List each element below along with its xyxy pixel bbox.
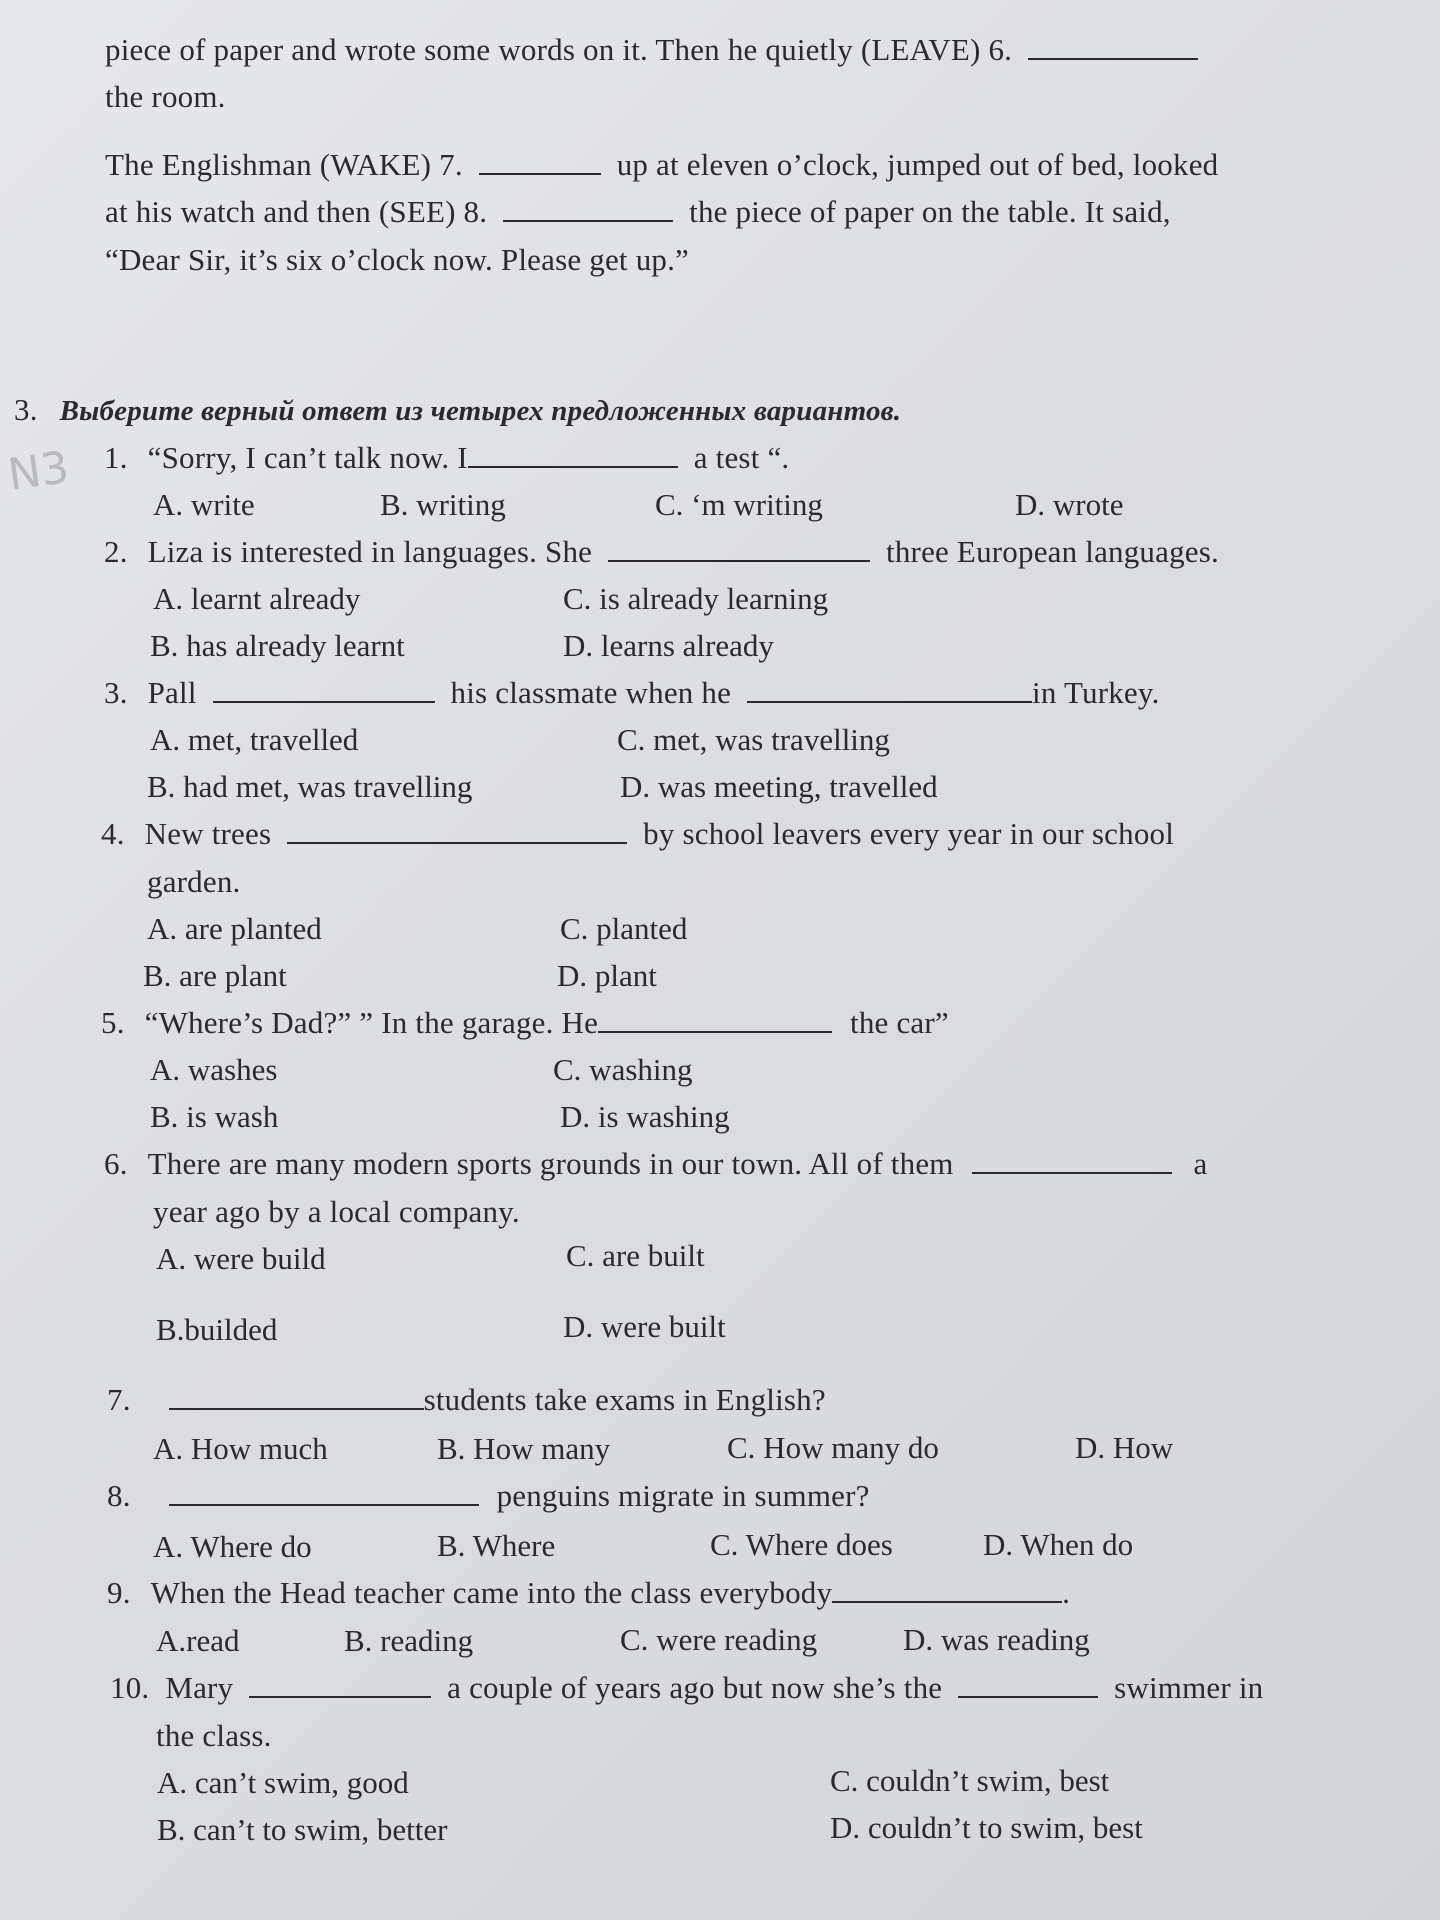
option-d[interactable]: D. couldn’t to swim, best <box>830 1810 1143 1845</box>
option-b[interactable]: B. can’t to swim, better <box>157 1812 448 1847</box>
option-b[interactable]: B.builded <box>156 1312 278 1347</box>
option-b[interactable]: B. are plant <box>143 958 287 993</box>
passage-line: at his watch and then (SEE) 8. the piece of paper on the table. It said, <box>105 194 1171 229</box>
question-6: 6. There are many modern sports grounds in our town. All of them a <box>104 1146 1208 1181</box>
answer-blank[interactable] <box>213 675 435 703</box>
question-8: 8. penguins migrate in summer? <box>107 1478 870 1513</box>
answer-blank[interactable] <box>972 1146 1172 1174</box>
option-c[interactable]: C. washing <box>553 1052 693 1087</box>
question-3: 3. Pall his classmate when he in Turkey. <box>104 675 1160 710</box>
option-d[interactable]: D. When do <box>983 1527 1134 1562</box>
option-b[interactable]: B. had met, was travelling <box>147 769 473 804</box>
option-b[interactable]: B. is wash <box>150 1099 279 1134</box>
option-c[interactable]: C. planted <box>560 911 688 946</box>
answer-blank[interactable] <box>598 1005 832 1033</box>
answer-blank[interactable] <box>747 675 1032 703</box>
question-4: 4. New trees by school leavers every year in our school <box>101 816 1175 851</box>
option-c[interactable]: C. met, was travelling <box>617 722 890 757</box>
option-d[interactable]: D. was reading <box>903 1622 1090 1657</box>
question-1: 1. “Sorry, I can’t talk now. I a test “. <box>104 440 790 475</box>
option-a[interactable]: A. are planted <box>147 911 322 946</box>
option-b[interactable]: B. has already learnt <box>150 628 405 663</box>
option-a[interactable]: A. Where do <box>153 1529 312 1564</box>
answer-blank-8[interactable] <box>503 194 673 222</box>
option-d[interactable]: D. was meeting, travelled <box>620 769 938 804</box>
option-c[interactable]: C. Where does <box>710 1527 893 1562</box>
option-a[interactable]: A. met, travelled <box>150 722 359 757</box>
question-10-continued: the class. <box>156 1718 272 1753</box>
option-d[interactable]: D. is washing <box>560 1099 730 1134</box>
option-a[interactable]: A. How much <box>153 1431 328 1466</box>
option-c[interactable]: C. How many do <box>727 1430 939 1465</box>
passage-line: The Englishman (WAKE) 7. up at eleven o’clock, jumped out of bed, looked <box>105 147 1219 182</box>
answer-blank[interactable] <box>832 1575 1062 1603</box>
question-5: 5. “Where’s Dad?” ” In the garage. He the car” <box>101 1005 949 1040</box>
question-7: 7. students take exams in English? <box>107 1382 826 1417</box>
passage-line: “Dear Sir, it’s six o’clock now. Please get up.” <box>105 242 690 277</box>
option-a[interactable]: A. write <box>153 487 255 522</box>
question-4-continued: garden. <box>147 864 241 899</box>
option-a[interactable]: A. can’t swim, good <box>157 1765 409 1800</box>
option-b[interactable]: B. reading <box>344 1623 474 1658</box>
answer-blank[interactable] <box>287 816 627 844</box>
question-9: 9. When the Head teacher came into the class everybody . <box>107 1575 1071 1610</box>
answer-blank-6[interactable] <box>1028 32 1198 60</box>
answer-blank[interactable] <box>169 1382 424 1410</box>
answer-blank[interactable] <box>249 1670 431 1698</box>
option-d[interactable]: D. learns already <box>563 628 774 663</box>
option-b[interactable]: B. writing <box>380 487 506 522</box>
question-10: 10. Mary a couple of years ago but now she’s the swimmer in <box>110 1670 1264 1705</box>
option-d[interactable]: D. were built <box>563 1309 726 1344</box>
option-d[interactable]: D. plant <box>557 958 657 993</box>
option-a[interactable]: A.read <box>156 1623 240 1658</box>
section-heading: 3. Выберите верный ответ из четырех предложенных вариантов. <box>14 392 902 427</box>
passage-line: the room. <box>105 79 226 114</box>
option-c[interactable]: C. are built <box>566 1238 705 1273</box>
answer-blank-7[interactable] <box>479 147 601 175</box>
option-b[interactable]: B. How many <box>437 1431 611 1466</box>
option-c[interactable]: C. were reading <box>620 1622 818 1657</box>
option-c[interactable]: C. is already learning <box>563 581 829 616</box>
option-b[interactable]: B. Where <box>437 1528 556 1563</box>
passage-line: piece of paper and wrote some words on it. Then he quietly (LEAVE) 6. <box>105 30 1198 70</box>
option-a[interactable]: A. washes <box>150 1052 278 1087</box>
option-a[interactable]: A. learnt already <box>153 581 361 616</box>
answer-blank[interactable] <box>468 440 678 468</box>
handwritten-note: N3 <box>4 442 73 501</box>
option-d[interactable]: D. wrote <box>1015 487 1124 522</box>
option-c[interactable]: C. ‘m writing <box>655 487 823 522</box>
option-d[interactable]: D. How <box>1075 1430 1174 1465</box>
question-2: 2. Liza is interested in languages. She three European languages. <box>104 534 1219 569</box>
answer-blank[interactable] <box>169 1478 479 1506</box>
question-6-continued: year ago by a local company. <box>153 1194 520 1229</box>
option-c[interactable]: C. couldn’t swim, best <box>830 1763 1110 1798</box>
option-a[interactable]: A. were build <box>156 1241 326 1276</box>
answer-blank[interactable] <box>958 1670 1098 1698</box>
answer-blank[interactable] <box>608 534 870 562</box>
